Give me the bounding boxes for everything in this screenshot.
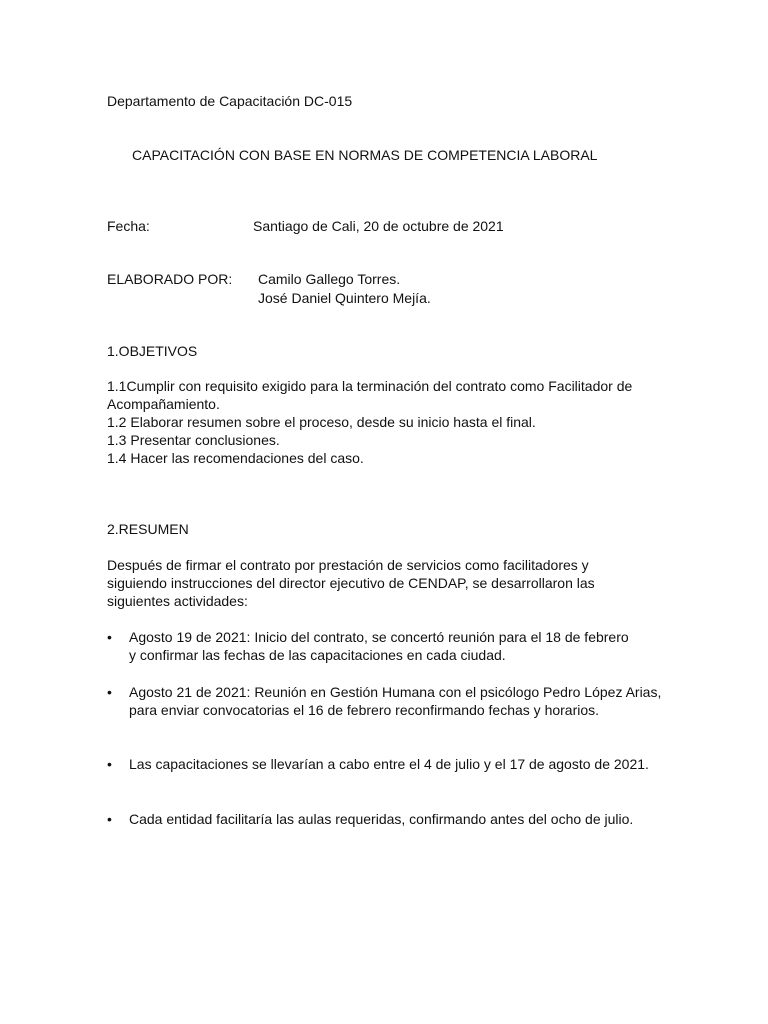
bullet-text: Cada entidad facilitaría las aulas requeridas, confirmando antes del ocho de julio. [129, 811, 634, 827]
bullet-icon: • [107, 756, 112, 772]
bullet-text: Agosto 21 de 2021: Reunión en Gestión Humana con el psicólogo Pedro López Arias, para enviar convocatorias el 16 de febrero reconfirmando fechas y horarios. [129, 684, 662, 718]
resumen-heading: 2.RESUMEN [107, 521, 189, 537]
department-code: Departamento de Capacitación DC-015 [107, 93, 353, 109]
bullet-icon: • [107, 811, 112, 827]
bullet-icon: • [107, 629, 112, 645]
objetivos-heading: 1.OBJETIVOS [107, 343, 198, 359]
author-1: Camilo Gallego Torres. [258, 271, 401, 287]
fecha-value: Santiago de Cali, 20 de octubre de 2021 [253, 218, 504, 234]
objetivo-1-1: 1.1Cumplir con requisito exigido para la terminación del contrato como Facilitador de Acompañamiento. [107, 378, 633, 412]
bullet-text: Agosto 19 de 2021: Inicio del contrato, se concertó reunión para el 18 de febrero y confirmar las fechas de las capacitaciones en cada ciudad. [129, 629, 629, 663]
elaborado-label: ELABORADO POR: [107, 271, 233, 287]
objetivo-1-2: 1.2 Elaborar resumen sobre el proceso, desde su inicio hasta el final. [107, 414, 536, 430]
objetivo-1-4: 1.4 Hacer las recomendaciones del caso. [107, 450, 364, 466]
bullet-text: Las capacitaciones se llevarían a cabo entre el 4 de julio y el 17 de agosto de 2021. [129, 756, 649, 772]
author-2: José Daniel Quintero Mejía. [258, 290, 431, 306]
bullet-icon: • [107, 684, 112, 700]
fecha-label: Fecha: [107, 218, 150, 234]
document-title: CAPACITACIÓN CON BASE EN NORMAS DE COMPETENCIA LABORAL [132, 147, 598, 163]
resumen-intro: Después de firmar el contrato por prestación de servicios como facilitadores y siguiendo instrucciones del director ejecutivo de CENDAP, se desarrollaron las siguientes actividades: [107, 557, 595, 609]
objetivo-1-3: 1.3 Presentar conclusiones. [107, 432, 280, 448]
